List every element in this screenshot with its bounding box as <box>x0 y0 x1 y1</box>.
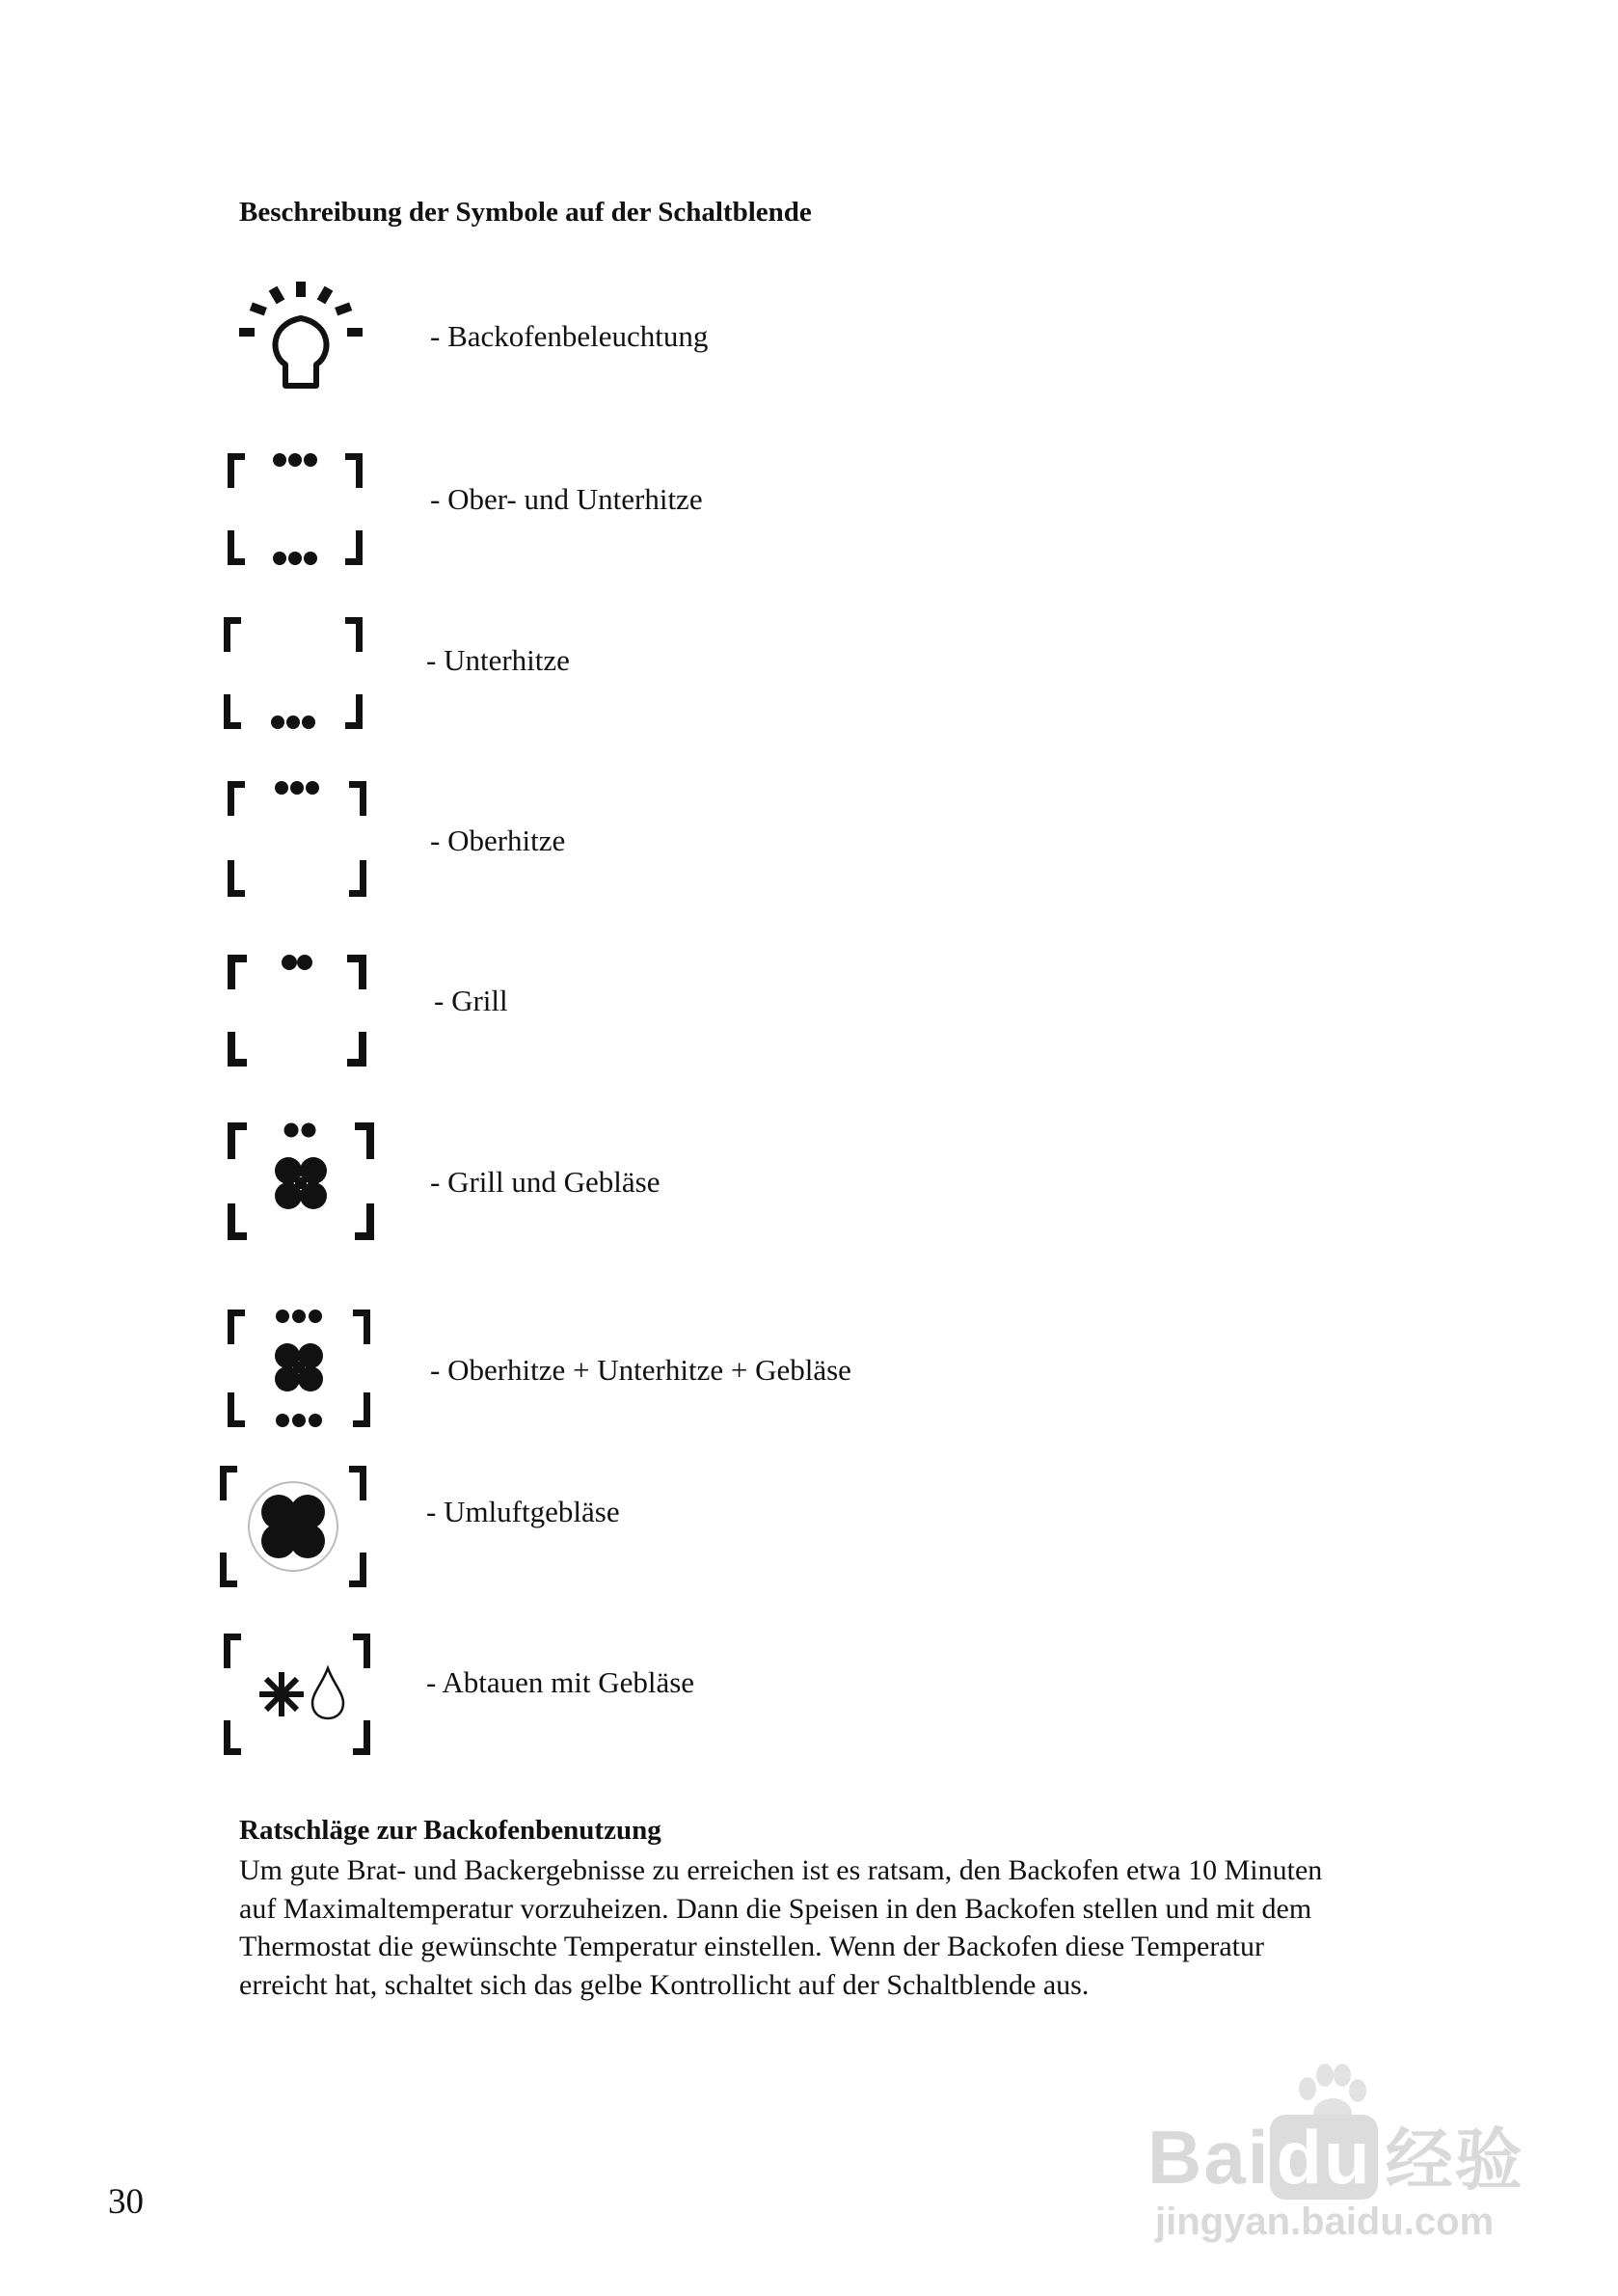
top-bottom-heat-icon <box>224 449 366 569</box>
watermark-cn: 经验 <box>1385 2122 1524 2198</box>
advice-line: auf Maximaltemperatur vorzuheizen. Dann die Speisen in den Backofen stellen und mit dem <box>239 1892 1312 1925</box>
symbol-label-grill: - Grill <box>434 984 508 1017</box>
top-heat-icon <box>224 777 370 901</box>
advice-title: Ratschläge zur Backofenbenutzung <box>239 1815 661 1846</box>
section-title: Beschreibung der Symbole auf der Schaltblende <box>239 197 812 228</box>
symbol-label-top-heat: - Oberhitze <box>430 824 566 857</box>
symbol-label-oven-light: - Backofenbeleuchtung <box>430 319 709 353</box>
advice-paragraph <box>239 1851 1541 2004</box>
convection-fan-icon <box>216 1462 370 1591</box>
symbol-label-defrost-fan: - Abtauen mit Gebläse <box>426 1665 695 1699</box>
symbol-label-grill-fan: - Grill und Gebläse <box>430 1165 661 1199</box>
grill-icon <box>224 951 370 1070</box>
top-bottom-heat-fan-icon <box>224 1306 374 1431</box>
oven-light-icon <box>235 282 366 397</box>
watermark-brand: Bai <box>1147 2115 1271 2200</box>
symbol-label-top-bottom-heat-fan: - Oberhitze + Unterhitze + Gebläse <box>430 1353 851 1387</box>
advice-line: erreicht hat, schaltet sich das gelbe Kontrollicht auf der Schaltblende aus. <box>239 1968 1090 2001</box>
symbol-label-top-bottom-heat: - Ober- und Unterhitze <box>430 482 703 516</box>
grill-fan-icon <box>224 1119 378 1244</box>
watermark-url: jingyan.baidu.com <box>1155 2201 1495 2243</box>
advice-line: Thermostat die gewünschte Temperatur einstellen. Wenn der Backofen diese Temperatur <box>239 1931 1265 1962</box>
bottom-heat-icon <box>220 613 366 733</box>
baidu-watermark <box>1147 2064 1572 2256</box>
page-number: 30 <box>108 2182 144 2222</box>
defrost-fan-icon <box>220 1630 374 1759</box>
symbol-label-bottom-heat: - Unterhitze <box>426 643 570 677</box>
advice-line: Um gute Brat- und Backergebnisse zu erreichen ist es ratsam, den Backofen etwa 10 Minuten <box>239 1854 1323 1886</box>
watermark-brand-tail: du <box>1270 2115 1377 2200</box>
symbol-label-convection-fan: - Umluftgebläse <box>426 1495 620 1528</box>
